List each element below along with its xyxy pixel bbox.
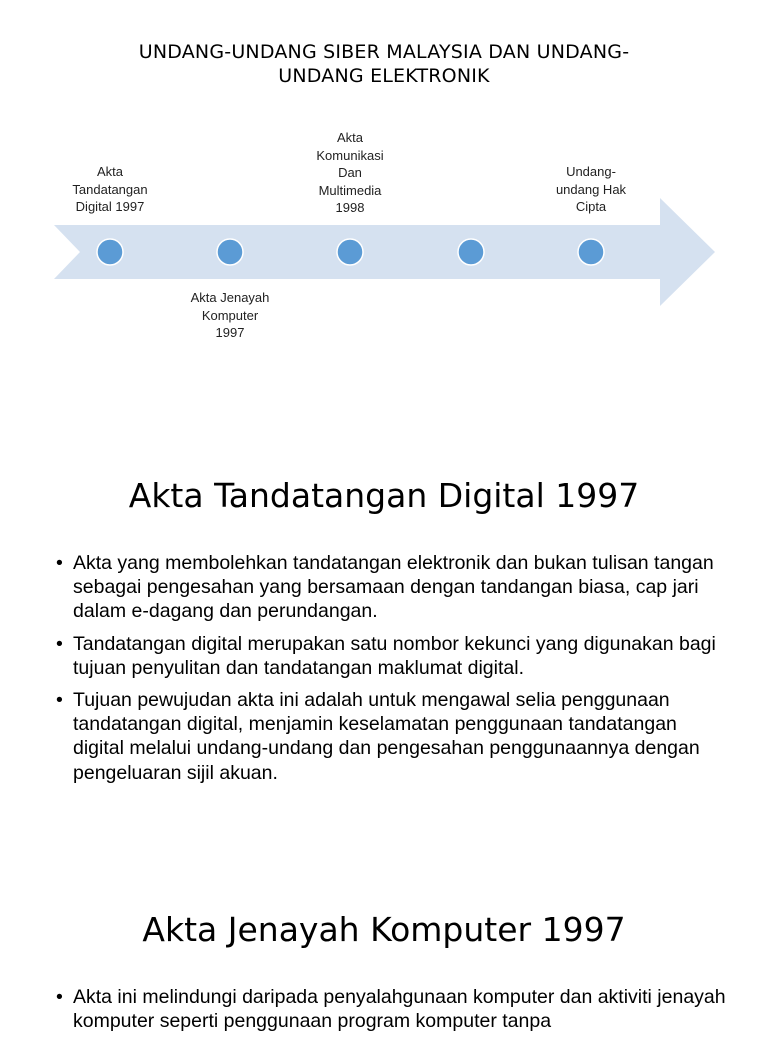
slide-title	[60, 40, 708, 88]
label-line: undang Hak	[555, 181, 627, 197]
label-line: Undang-	[566, 164, 616, 179]
label-line: Tandatangan	[72, 181, 148, 197]
label-line: Akta	[336, 130, 363, 145]
label-line: 1998	[335, 200, 365, 215]
timeline-node-2	[217, 239, 243, 265]
bullet-item	[56, 688, 726, 785]
label-line: Cipta	[575, 199, 607, 214]
label-line: Komputer	[201, 307, 259, 323]
bullet-text: Akta ini melindungi daripada penyalahgunaan komputer dan aktiviti jenayah komputer seperti penggunaan program komputer tanpa	[73, 986, 726, 1033]
bullet-dot: •	[56, 552, 63, 574]
bullet-list-digital-signature	[56, 551, 726, 793]
label-line: Akta Jenayah	[190, 290, 270, 305]
timeline-label-copyright	[536, 163, 646, 216]
bullet-text: Akta yang membolehkan tandatangan elektronik dan bukan tulisan tangan sebagai pengesahan yang bersamaan dengan tandangan biasa, cap jari dalam e-dagang dan perundangan.	[73, 552, 714, 623]
bullet-dot: •	[56, 986, 63, 1008]
label-line: Komunikasi	[316, 147, 384, 163]
timeline-label-digital-signature	[55, 163, 165, 216]
timeline-node-1	[97, 239, 123, 265]
bullet-item	[56, 985, 726, 1033]
timeline-label-communications-multimedia	[295, 129, 405, 217]
slide-title-line-2: UNDANG ELEKTRONIK	[278, 65, 490, 87]
timeline-label-computer-crimes	[175, 289, 285, 342]
slide-title-line-1: UNDANG-UNDANG SIBER MALAYSIA DAN UNDANG-	[138, 41, 630, 63]
label-line: 1997	[215, 325, 245, 340]
bullet-dot: •	[56, 689, 63, 712]
bullet-item	[56, 632, 726, 680]
timeline-node-3	[337, 239, 363, 265]
timeline-node-4	[458, 239, 484, 265]
bullet-dot: •	[56, 632, 63, 655]
label-line: Digital 1997	[75, 199, 145, 214]
section-heading-digital-signature: Akta Tandatangan Digital 1997	[128, 476, 640, 515]
label-line: Dan	[338, 165, 362, 180]
label-line: Multimedia	[318, 182, 382, 198]
bullet-text: Tandatangan digital merupakan satu nombor kekunci yang digunakan bagi tujuan penyulitan dan tandatangan maklumat digital.	[73, 632, 716, 679]
label-line: Akta	[96, 164, 123, 179]
section-heading-computer-crimes: Akta Jenayah Komputer 1997	[142, 910, 626, 949]
bullet-item	[56, 551, 726, 624]
timeline-node-5	[578, 239, 604, 265]
bullet-text: Tujuan pewujudan akta ini adalah untuk mengawal selia penggunaan tandatangan digital, menjamin keselamatan penggunaan tandatangan digital melalui undang-undang dan pengesahan penggunaannya dengan pengeluaran sijil akuan.	[73, 689, 700, 784]
bullet-list-computer-crimes	[56, 985, 726, 1041]
